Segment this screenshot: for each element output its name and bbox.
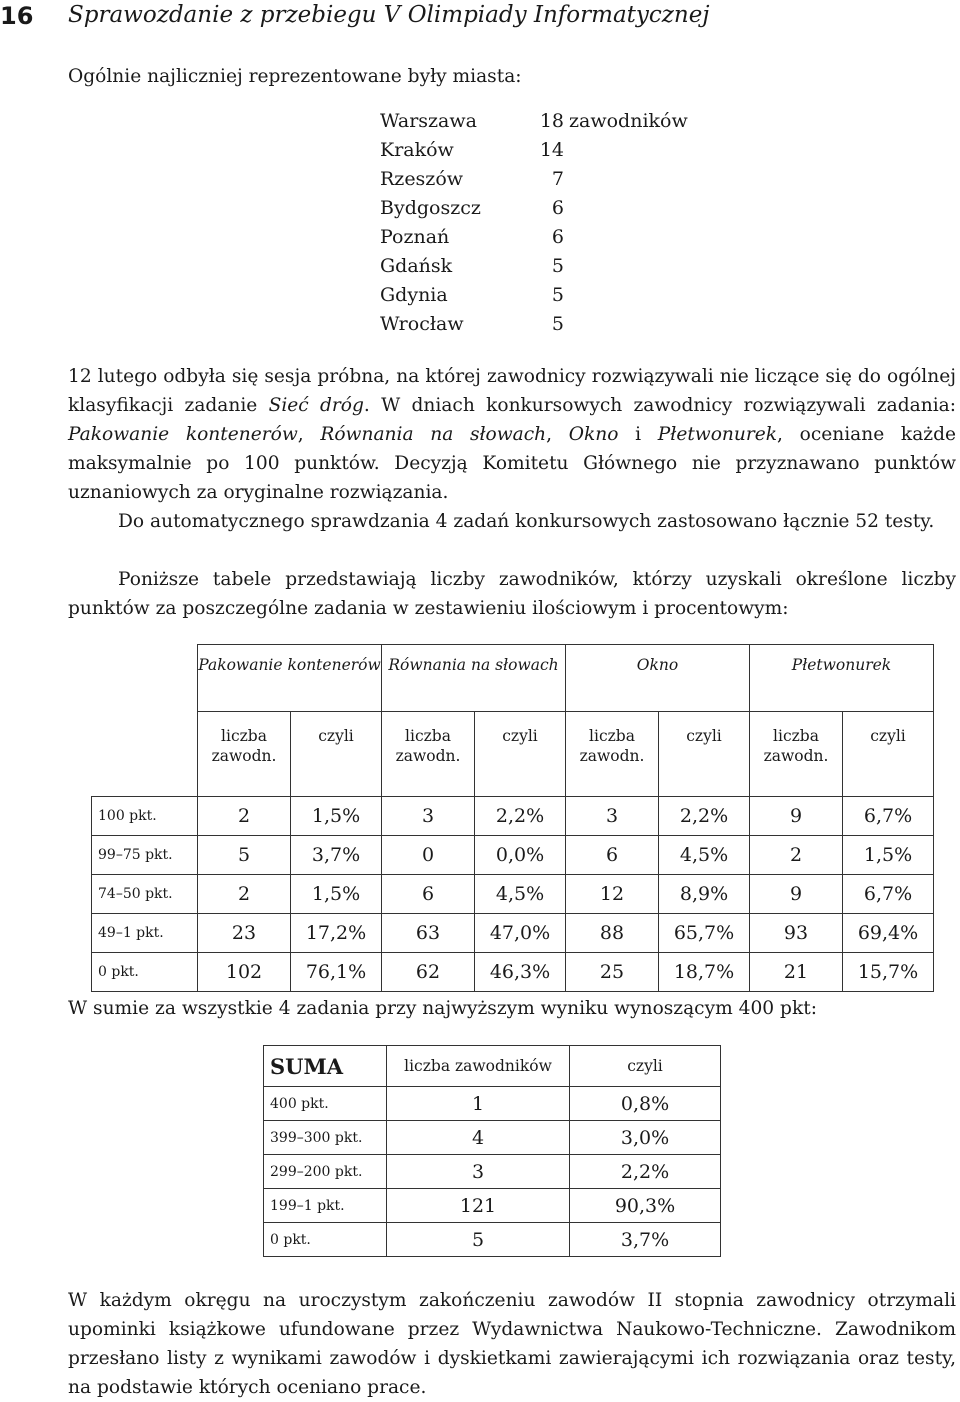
para1-text-a: 12 lutego odbyła się sesja próbna, na której zawodnicy rozwiązywali nie liczące się do ogólnej klasyfikacji zadanie [68, 366, 956, 416]
table-cell: 62 [382, 953, 475, 992]
table-cell: 23 [198, 914, 291, 953]
table-cell: 47,0% [475, 914, 566, 953]
row-label: 299–200 pkt. [264, 1155, 387, 1189]
table-row [264, 1087, 721, 1121]
subheader-count: liczba zawodn. [198, 712, 291, 797]
table-cell: 12 [566, 875, 659, 914]
table-cell: 9 [750, 875, 843, 914]
col-header-pct: czyli [570, 1046, 721, 1087]
city-row [380, 252, 710, 281]
task-header: Pakowanie kontenerów [198, 645, 382, 712]
table-row [92, 914, 934, 953]
city-row [380, 194, 710, 223]
paragraph-awards: W każdym okręgu na uroczystym zakończeniu zawodów II stopnia zawodnicy otrzymali upominki książkowe ufundowane przez Wydawnictwa Naukowo-Techniczne. Zawodnikom przesłano listy z wynikami zawodów i dyskietkami zawierającymi ich rozwiązania oraz testy, na podstawie których oceniano prace. [68, 1290, 956, 1398]
row-label: 399–300 pkt. [264, 1121, 387, 1155]
results-table-per-task [91, 644, 934, 992]
table-cell: 2 [198, 797, 291, 836]
table-cell: 65,7% [659, 914, 750, 953]
subheader-count: liczba zawodn. [750, 712, 843, 797]
table-header-row [92, 645, 934, 712]
city-row [380, 165, 710, 194]
table-cell: 2,2% [659, 797, 750, 836]
subheader-count: liczba zawodn. [566, 712, 659, 797]
task-name-3: Okno [568, 424, 619, 445]
paragraph-tests: Do automatycznego sprawdzania 4 zadań konkursowych zastosowano łącznie 52 testy. [118, 511, 935, 532]
task-header: Równania na słowach [382, 645, 566, 712]
table-cell: 1,5% [843, 836, 934, 875]
table-corner [92, 712, 198, 797]
table-cell: 9 [750, 797, 843, 836]
table-row [264, 1155, 721, 1189]
table-cell: 3,7% [291, 836, 382, 875]
table-cell: 15,7% [843, 953, 934, 992]
table-cell: 25 [566, 953, 659, 992]
city-count: 5 [551, 255, 564, 277]
city-count: 18 [539, 110, 564, 132]
table-cell: 90,3% [570, 1189, 721, 1223]
city-name: Wrocław [380, 313, 464, 335]
table-row [92, 836, 934, 875]
table-cell: 18,7% [659, 953, 750, 992]
table-cell: 4,5% [659, 836, 750, 875]
sum-title: SUMA [264, 1046, 387, 1087]
subheader-count: liczba zawodn. [382, 712, 475, 797]
city-unit: zawodników [569, 110, 688, 132]
table-cell: 17,2% [291, 914, 382, 953]
separator: , [297, 424, 321, 445]
table-cell: 1,5% [291, 875, 382, 914]
col-header-count: liczba zawodników [387, 1046, 570, 1087]
table-cell: 6,7% [843, 797, 934, 836]
table-cell: 2,2% [570, 1155, 721, 1189]
table-cell: 2,2% [475, 797, 566, 836]
row-label: 199–1 pkt. [264, 1189, 387, 1223]
running-title: Sprawozdanie z przebiegu V Olimpiady Informatycznej [68, 2, 710, 28]
task-name-4: Płetwonurek [657, 424, 778, 445]
city-row [380, 223, 710, 252]
table-cell: 46,3% [475, 953, 566, 992]
table-row [264, 1121, 721, 1155]
subheader-pct: czyli [475, 712, 566, 797]
table-cell: 2 [750, 836, 843, 875]
city-count: 14 [539, 139, 564, 161]
separator: , [546, 424, 569, 445]
city-name: Poznań [380, 226, 450, 248]
table-corner [92, 645, 198, 712]
city-count: 5 [551, 284, 564, 306]
subheader-pct: czyli [291, 712, 382, 797]
task-name-2: Równania na słowach [320, 424, 547, 445]
city-count: 7 [551, 168, 564, 190]
table-cell: 76,1% [291, 953, 382, 992]
city-name: Gdańsk [380, 255, 453, 277]
table-row [92, 875, 934, 914]
city-name: Gdynia [380, 284, 448, 306]
row-label: 100 pkt. [92, 797, 198, 836]
subheader-pct: czyli [843, 712, 934, 797]
table-cell: 4 [387, 1121, 570, 1155]
table-cell: 6 [382, 875, 475, 914]
table-row [264, 1189, 721, 1223]
intro-cities: Ogólnie najliczniej reprezentowane były miasta: [68, 66, 522, 87]
city-list [380, 107, 710, 339]
table-subheader-row [92, 712, 934, 797]
city-name: Kraków [380, 139, 454, 161]
table-cell: 3 [566, 797, 659, 836]
paragraph-tables-intro: Poniższe tabele przedstawiają liczby zawodników, którzy uzyskali określone liczby punktów za poszczególne zadania w zestawieniu ilościowym i procentowym: [68, 569, 956, 619]
row-label: 400 pkt. [264, 1087, 387, 1121]
table-cell: 63 [382, 914, 475, 953]
city-row [380, 310, 710, 339]
table-cell: 121 [387, 1189, 570, 1223]
task-header: Okno [566, 645, 750, 712]
results-table-sum [263, 1045, 721, 1257]
paragraph-sum-intro: W sumie za wszystkie 4 zadania przy najwyższym wyniku wynoszącym 400 pkt: [68, 998, 817, 1019]
subheader-pct: czyli [659, 712, 750, 797]
row-label: 49–1 pkt. [92, 914, 198, 953]
table-cell: 4,5% [475, 875, 566, 914]
table-cell: 69,4% [843, 914, 934, 953]
table-cell: 93 [750, 914, 843, 953]
table-cell: 1,5% [291, 797, 382, 836]
row-label: 0 pkt. [264, 1223, 387, 1257]
row-label: 99–75 pkt. [92, 836, 198, 875]
para1-text-b: . W dniach konkursowych zawodnicy rozwiązywali zadania: [363, 395, 957, 416]
table-cell: 6 [566, 836, 659, 875]
page-number: 16 [0, 2, 34, 30]
task-header: Płetwonurek [750, 645, 934, 712]
city-name: Bydgoszcz [380, 197, 481, 219]
table-cell: 102 [198, 953, 291, 992]
city-row [380, 136, 710, 165]
table-cell: 5 [387, 1223, 570, 1257]
city-row [380, 107, 710, 136]
table-cell: 8,9% [659, 875, 750, 914]
paragraph-sessions [68, 362, 956, 507]
table-cell: 0,0% [475, 836, 566, 875]
table-row [92, 797, 934, 836]
table-cell: 3 [382, 797, 475, 836]
table-cell: 0 [382, 836, 475, 875]
task-name-trial: Sieć dróg [268, 395, 364, 416]
separator: i [618, 424, 658, 445]
row-label: 0 pkt. [92, 953, 198, 992]
table-cell: 0,8% [570, 1087, 721, 1121]
table-cell: 5 [198, 836, 291, 875]
city-count: 6 [551, 226, 564, 248]
table-cell: 3,7% [570, 1223, 721, 1257]
table-cell: 21 [750, 953, 843, 992]
para1-text-c: , oceniane każde maksymalnie po 100 punktów. Decyzją Komitetu Głównego nie przyznawano punktów uznaniowych za oryginalne rozwiązania. [68, 424, 956, 503]
page-header [0, 2, 960, 38]
row-label: 74–50 pkt. [92, 875, 198, 914]
city-name: Rzeszów [380, 168, 464, 190]
table-cell: 88 [566, 914, 659, 953]
table-cell: 3,0% [570, 1121, 721, 1155]
table-cell: 6,7% [843, 875, 934, 914]
table-row [264, 1223, 721, 1257]
table-header-row [264, 1046, 721, 1087]
table-cell: 1 [387, 1087, 570, 1121]
task-name-1: Pakowanie kontenerów [68, 424, 298, 445]
city-count: 6 [551, 197, 564, 219]
table-row [92, 953, 934, 992]
city-row [380, 281, 710, 310]
city-name: Warszawa [380, 110, 477, 132]
table-cell: 2 [198, 875, 291, 914]
city-count: 5 [551, 313, 564, 335]
table-cell: 3 [387, 1155, 570, 1189]
